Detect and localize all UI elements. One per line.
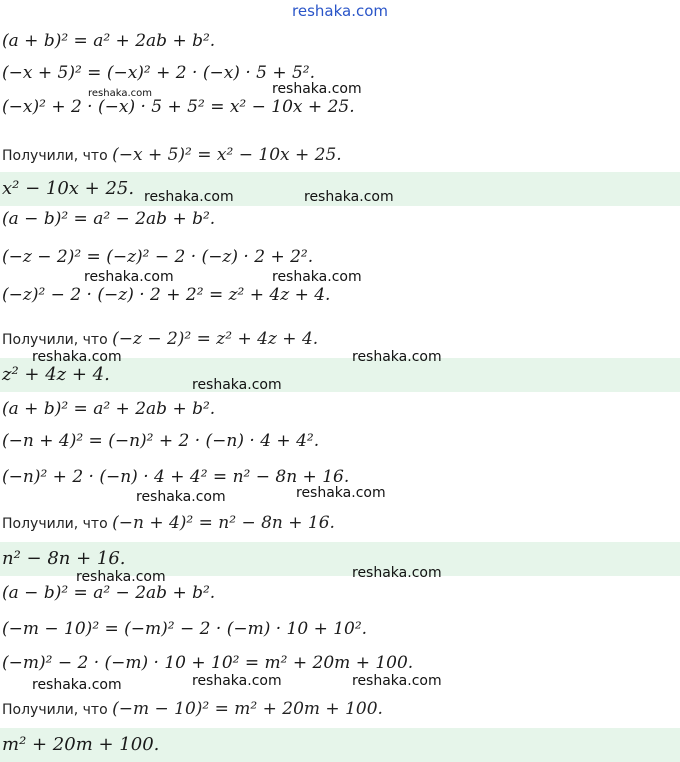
conclusion-formula: (−m − 10)² = m² + 20m + 100. xyxy=(112,699,383,719)
substitution-line: (−n + 4)² = (−n)² + 2 · (−n) · 4 + 4². xyxy=(2,431,320,451)
watermark: reshaka.com xyxy=(352,673,442,689)
expansion-line: (−m)² − 2 · (−m) · 10 + 10² = m² + 20m + 100. xyxy=(2,653,414,673)
answer-text: x² − 10x + 25. xyxy=(2,178,135,199)
answer-box xyxy=(0,728,680,762)
formula-line: (a + b)² = a² + 2ab + b². xyxy=(2,399,216,419)
watermark: reshaka.com xyxy=(296,485,386,501)
watermark: reshaka.com xyxy=(76,569,166,585)
watermark: reshaka.com xyxy=(32,677,122,693)
watermark: reshaka.com xyxy=(272,269,362,285)
substitution-line: (−x + 5)² = (−x)² + 2 · (−x) · 5 + 5². xyxy=(2,63,316,83)
watermark: reshaka.com xyxy=(352,565,442,581)
conclusion-formula: (−z − 2)² = z² + 4z + 4. xyxy=(112,329,319,349)
watermark: reshaka.com xyxy=(84,269,174,285)
watermark: reshaka.com xyxy=(272,81,362,97)
conclusion-prefix: Получили, что xyxy=(2,516,108,532)
conclusion-prefix: Получили, что xyxy=(2,332,108,348)
expansion-line: (−z)² − 2 · (−z) · 2 + 2² = z² + 4z + 4. xyxy=(2,285,331,305)
site-header[interactable]: reshaka.com xyxy=(292,2,388,20)
conclusion-formula: (−n + 4)² = n² − 8n + 16. xyxy=(112,513,335,533)
conclusion-prefix: Получили, что xyxy=(2,148,108,164)
expansion-line: (−n)² + 2 · (−n) · 4 + 4² = n² − 8n + 16. xyxy=(2,467,350,487)
formula-line: (a + b)² = a² + 2ab + b². xyxy=(2,31,216,51)
conclusion-prefix: Получили, что xyxy=(2,702,108,718)
watermark: reshaka.com xyxy=(304,189,394,205)
conclusion-formula: (−x + 5)² = x² − 10x + 25. xyxy=(112,145,342,165)
watermark: reshaka.com xyxy=(32,349,122,365)
watermark: reshaka.com xyxy=(136,489,226,505)
formula-line: (a − b)² = a² − 2ab + b². xyxy=(2,209,216,229)
substitution-line: (−m − 10)² = (−m)² − 2 · (−m) · 10 + 10². xyxy=(2,619,368,639)
answer-text: z² + 4z + 4. xyxy=(2,364,110,385)
expansion-line: (−x)² + 2 · (−x) · 5 + 5² = x² − 10x + 25. xyxy=(2,97,355,117)
watermark: reshaka.com xyxy=(144,189,234,205)
formula-line: (a − b)² = a² − 2ab + b². xyxy=(2,583,216,603)
conclusion-line xyxy=(2,698,383,721)
substitution-line: (−z − 2)² = (−z)² − 2 · (−z) · 2 + 2². xyxy=(2,247,314,267)
conclusion-line xyxy=(2,144,342,167)
conclusion-line xyxy=(2,512,335,535)
answer-text: m² + 20m + 100. xyxy=(2,734,160,755)
answer-text: n² − 8n + 16. xyxy=(2,548,126,569)
watermark: reshaka.com xyxy=(192,377,282,393)
watermark: reshaka.com xyxy=(192,673,282,689)
watermark: reshaka.com xyxy=(352,349,442,365)
watermark: reshaka.com xyxy=(88,88,152,99)
